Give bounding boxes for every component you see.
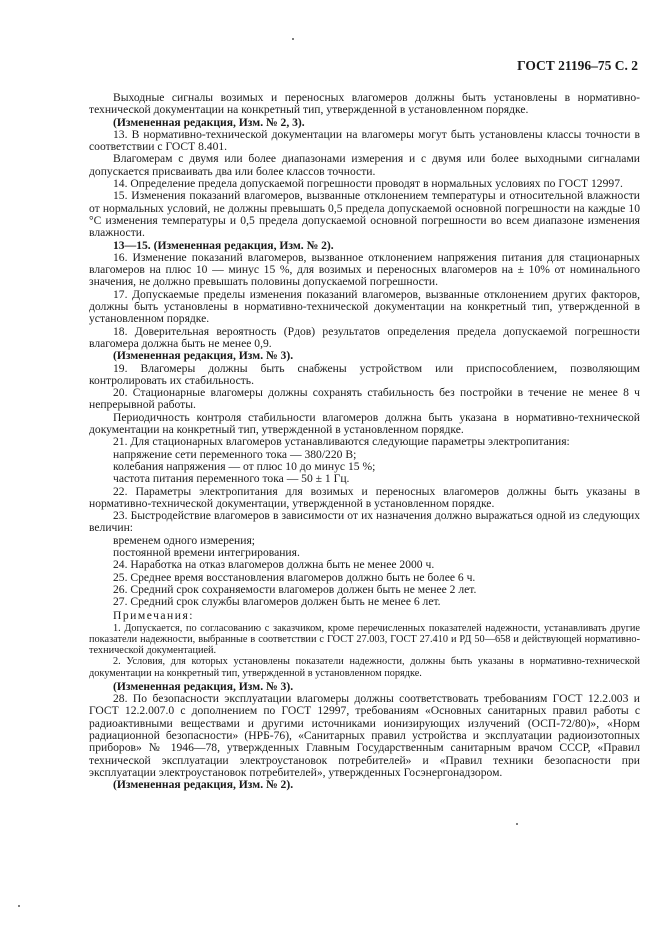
paragraph: 27. Средний срок службы влагомеров должен быть не менее 6 лет. (113, 595, 441, 609)
paragraph: 22. Параметры электропитания для возимых и переносных влагомеров должны быть указаны в нормативно-технической документации, утвержденной в установленном порядке. (89, 484, 640, 510)
paragraph: Влагомерам с двумя или более диапазонами измерения и с двумя или более выходными сигналами допускается присваивать два или более классов точности. (89, 152, 640, 178)
scan-speck (292, 38, 294, 40)
amendment-note: 13—15. (Измененная редакция, Изм. № 2). (113, 238, 334, 252)
paragraph: 26. Средний срок сохраняемости влагомеров должен быть не менее 2 лет. (113, 582, 477, 596)
document-body (89, 92, 640, 791)
paragraph: Выходные сигналы возимых и переносных влагомеров должны быть установлены в нормативно-технической документации на конкретный тип, утвержденной в установленном порядке. (89, 91, 640, 117)
notes-title: Примечания: (113, 609, 195, 623)
paragraph: колебания напряжения — от плюс 10 до минус 15 %; (113, 459, 376, 473)
paragraph: 28. По безопасности эксплуатации влагомеры должны соответствовать требованиям ГОСТ 12.2.003 и ГОСТ 12.2.007.0 с дополнением по ГОСТ 12997, требованиям «Основных санитарных правил работы с радиоактивными веществами и другими источниками ионизирующих излучений (ОСП-72/80)», «Норм радиационной безопасности» (НРБ-76), «Санитарных правил устройства и эксплуатации радиоизотопных приборов» № 1946—78, утвержденных Главным Государственным санитарным врачом СССР, «Правил технической эксплуатации электроустановок потребителей» и «Правил техники безопасности при эксплуатации электроустановок потребителей», утвержденных Госэнергонадзором. (89, 692, 640, 779)
amendment-note: (Измененная редакция, Изм. № 2). (113, 778, 294, 792)
paragraph: 25. Среднее время восстановления влагомеров должно быть не более 6 ч. (113, 570, 476, 584)
note-item: 2. Условия, для которых установлены показатели надежности, должны быть указаны в нормативно-технической документации на конкретный тип, утвержденной в установленном порядке. (89, 656, 640, 679)
scan-speck (516, 823, 518, 825)
paragraph: временем одного измерения; (113, 533, 256, 547)
amendment-note: (Измененная редакция, Изм. № 2, 3). (113, 115, 305, 129)
page-header: ГОСТ 21196–75 С. 2 (517, 58, 638, 73)
paragraph: 17. Допускаемые пределы изменения показаний влагомеров, вызванные отклонением других факторов, должны быть установлены в нормативно-технической документации на конкретный тип, утвержденной в установленном порядке. (89, 287, 640, 326)
note-item: 1. Допускается, по согласованию с заказчиком, кроме перечисленных показателей надежности, устанавливать другие показатели надежности, выбранные в соответствии с ГОСТ 27.003, ГОСТ 27.410 и РД 50—658 и действующей нормативно-технической документацией. (89, 622, 640, 657)
paragraph: 16. Изменение показаний влагомеров, вызванное отклонением напряжения питания для стационарных влагомеров на плюс 10 — минус 15 %, для возимых и переносных влагомеров на ± 10% от номинального значения, не должно превышать половины допускаемой погрешности. (89, 250, 640, 289)
paragraph: 18. Доверительная вероятность (Pдов) результатов определения предела допускаемой погрешности влагомера должна быть не менее 0,9. (89, 324, 640, 350)
amendment-note: (Измененная редакция, Изм. № 3). (113, 349, 294, 363)
scan-speck (18, 905, 20, 907)
paragraph: напряжение сети переменного тока — 380/220 В; (113, 447, 357, 461)
paragraph: 14. Определение предела допускаемой погрешности проводят в нормальных условиях по ГОСТ 12997. (113, 177, 623, 191)
paragraph: 23. Быстродействие влагомеров в зависимости от их назначения должно выражаться одной из следующих величин: (89, 509, 640, 535)
paragraph: частота питания переменного тока — 50 ± 1 Гц. (113, 472, 350, 486)
paragraph: 15. Изменения показаний влагомеров, вызванные отклонением температуры и относительной влажности от нормальных условий, не должны превышать 0,5 предела допускаемой основной погрешности на каждые 10 °С изменения температуры и 0,5 предела допускаемой основной погрешности во всем диапазоне изменения влажности. (89, 189, 640, 240)
paragraph: 24. Наработка на отказ влагомеров должна быть не менее 2000 ч. (113, 558, 435, 572)
paragraph: 19. Влагомеры должны быть снабжены устройством или приспособлением, позволяющим контролировать их стабильность. (89, 361, 640, 387)
amendment-note: (Измененная редакция, Изм. № 3). (113, 679, 294, 693)
paragraph: постоянной времени интегрирования. (113, 545, 300, 559)
paragraph: Периодичность контроля стабильности влагомеров должна быть указана в нормативно-технической документации на конкретный тип, утвержденной в установленном порядке. (89, 410, 640, 437)
paragraph: 13. В нормативно-технической документации на влагомеры могут быть установлены классы точности в соответствии с ГОСТ 8.401. (89, 127, 640, 154)
paragraph: 21. Для стационарных влагомеров устанавливаются следующие параметры электропитания: (113, 435, 570, 449)
paragraph: 20. Стационарные влагомеры должны сохранять стабильность без постройки в течение не менее 8 ч непрерывной работы. (89, 386, 640, 412)
